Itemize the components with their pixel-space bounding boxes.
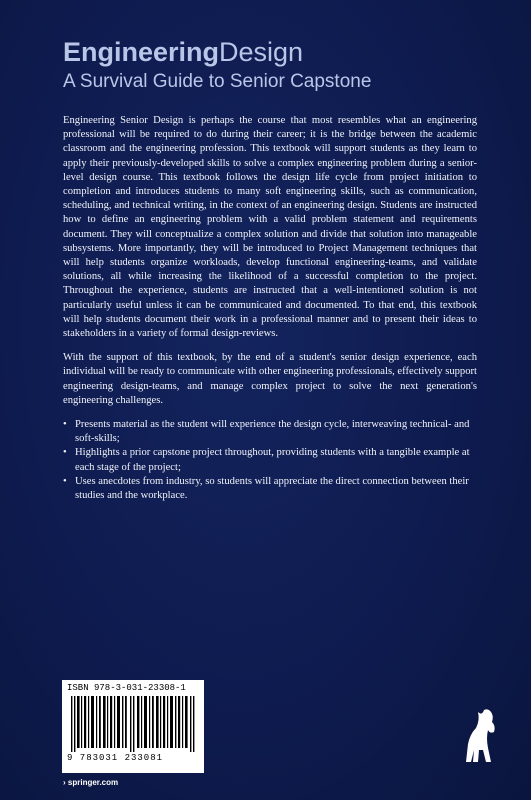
feature-item	[63, 475, 477, 503]
bullet-icon: •	[63, 475, 67, 487]
bullet-icon: •	[63, 447, 67, 459]
feature-item	[63, 446, 477, 474]
feature-text: Presents material as the student will experience the design cycle, interweaving technical- and soft-skills;	[75, 419, 470, 445]
book-title	[63, 36, 303, 68]
publisher-url: springer.com	[67, 778, 119, 787]
blurb-paragraph-1: Engineering Senior Design is perhaps the course that most resembles what an engineering professional will be required to do during their career; it is the bridge between the academic classroom and the engineering profession. This textbook will support students as they learn to apply their previously-developed skills to solve a complex engineering problem during a senior-level design course. This textbook follows the design life cycle from project initiation to completion and introduces students to many soft engineering skills, such as communication, scheduling, and technical writing, in the context of an engineering design. Students are instructed how to define an engineering problem with a valid problem statement and requirements document. They will conceptualize a complex solution and divide that solution into manageable subsystems. More importantly, they will be introduced to Project Management techniques that will help students organize workloads, develop functional engineering-teams, and validate solutions, all while increasing the likelihood of a successful completion to the project. Throughout the experience, students are instructed that a well-intentioned solution is not particularly useful unless it can be communicated and documented. To that end, this textbook will help students document their work in a professional manner and to present their ideas to stakeholders in a variety of formal design-reviews.	[63, 115, 477, 340]
barcode-icon	[67, 696, 199, 752]
blurb-paragraph-2: With the support of this textbook, by the end of a student's senior design experience, each individual will be ready to communicate with other engineering professionals, effectively support engineering design-teams, and manage complex project to solve the next generation's engineering challenges.	[63, 352, 477, 406]
title-bold: Engineering	[63, 37, 220, 67]
feature-item	[63, 418, 477, 446]
bullet-icon: •	[63, 419, 67, 431]
blurb	[63, 114, 477, 503]
springer-horse-logo-icon	[458, 698, 500, 766]
title-light: Design	[219, 37, 304, 67]
barcode-digits: 9 783031 233081	[67, 753, 164, 763]
publisher-link[interactable]	[63, 778, 118, 787]
book-subtitle: A Survival Guide to Senior Capstone	[63, 71, 372, 92]
link-arrow-icon: ›	[63, 778, 68, 787]
isbn-label: ISBN 978-3-031-23308-1	[67, 683, 186, 693]
feature-text: Uses anecdotes from industry, so students will appreciate the direct connection between their studies and the workplace.	[75, 475, 469, 502]
isbn-barcode	[62, 680, 204, 773]
feature-text: Highlights a prior capstone project throughout, providing students with a tangible example at each stage of the project;	[75, 447, 470, 473]
feature-list	[63, 418, 477, 503]
